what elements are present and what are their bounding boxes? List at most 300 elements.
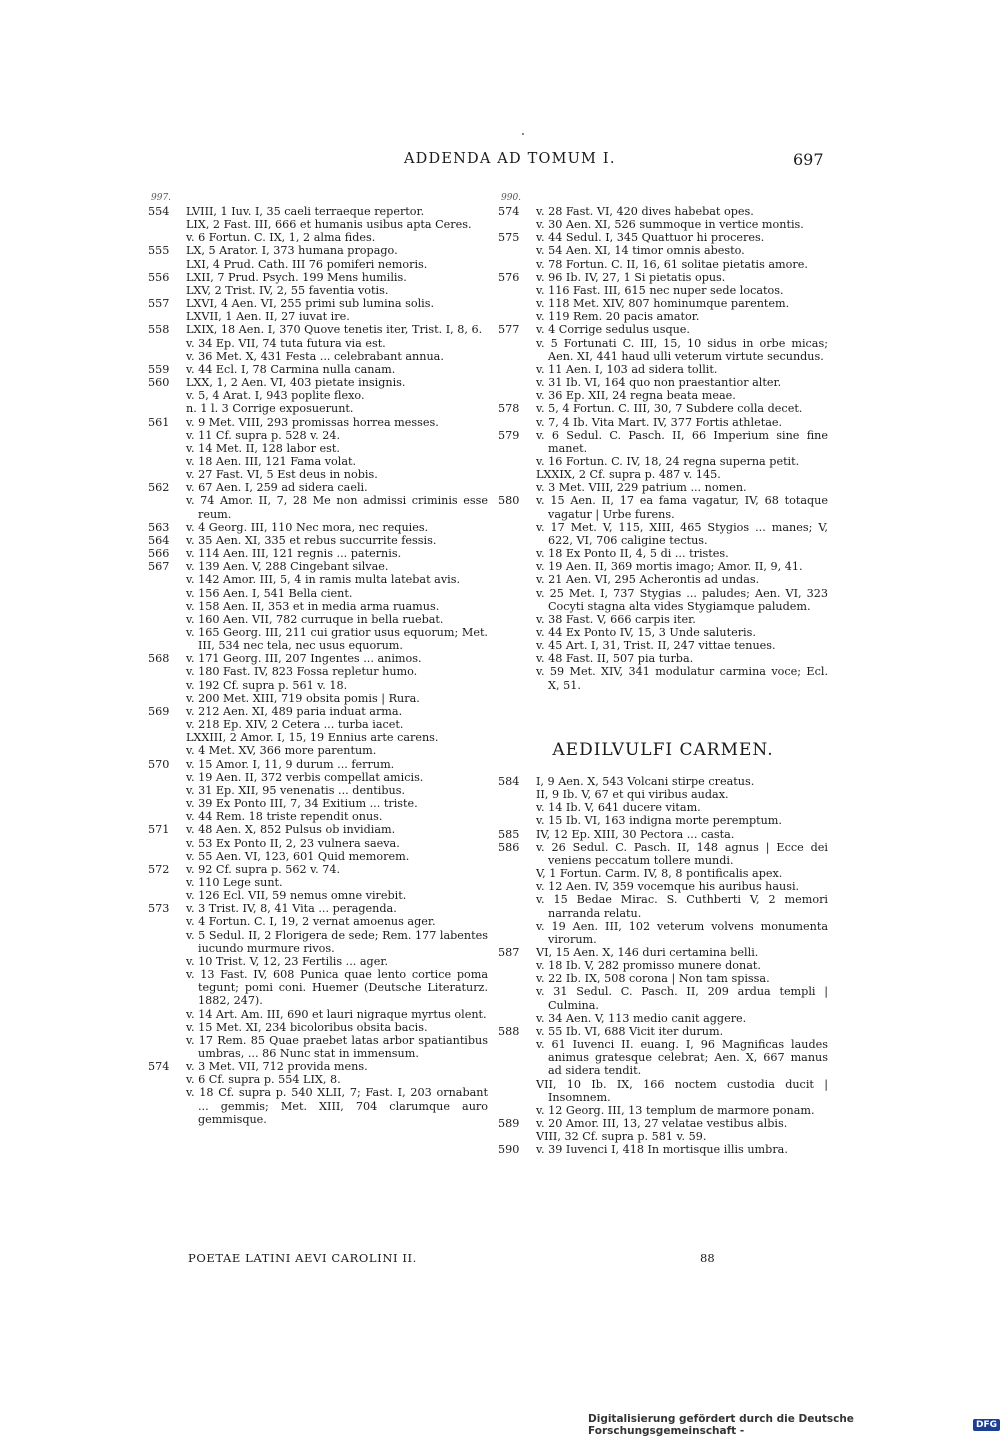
page-ref-number: 584 [498,774,520,788]
note-text: v. 12 Georg. III, 13 templum de marmore ponam. [536,1103,815,1117]
page-ref-number [148,494,186,520]
note-line [498,429,828,455]
page-ref-number [148,1086,186,1125]
note-text: v. 192 Cf. supra p. 561 v. 18. [186,678,348,692]
note-line [498,880,828,893]
page-ref-number [148,442,186,455]
page-ref-number [148,784,186,797]
note-line [148,850,488,863]
page-ref-number [498,665,536,691]
note-text: v. 44 Ex Ponto IV, 15, 3 Unde saluteris. [536,626,756,639]
note-line [148,587,488,600]
page-ref-number [148,626,186,652]
note-text: v. 67 Aen. I, 259 ad sidera caeli. [186,481,368,495]
page-ref-number [148,337,186,350]
note-text: v. 15 Ib. VI, 163 indigna morte peremptum. [536,814,782,828]
note-text: v. 14 Met. II, 128 labor est. [186,441,340,455]
note-text: v. 53 Ex Ponto II, 2, 23 vulnera saeva. [186,836,400,850]
note-line [498,959,828,972]
note-line [148,1008,488,1021]
note-line [498,893,828,919]
column-reference-mark: 990. [501,193,522,203]
note-line [498,573,828,586]
note-line [498,788,828,801]
note-line [148,823,488,836]
page-ref-number [498,297,536,310]
note-text: v. 74 Amor. II, 7, 28 Me non admissi criminis esse reum. [186,494,488,521]
page-ref-number [498,639,536,652]
note-line [148,665,488,678]
note-line [148,416,488,429]
note-text: v. 118 Met. XIV, 807 hominumque parentem. [536,297,790,311]
note-line [148,376,488,389]
note-line [148,521,488,534]
note-text: LIX, 2 Fast. III, 666 et humanis usibus apta Ceres. [186,218,472,232]
page-ref-number [148,389,186,402]
note-text: v. 15 Amor. I, 11, 9 durum ... ferrum. [186,757,395,771]
note-text: v. 36 Ep. XII, 24 regna beata meae. [536,389,736,403]
page-ref-number [498,337,536,363]
page-ref-number [498,867,536,880]
note-text: v. 6 Cf. supra p. 554 LIX, 8. [186,1073,341,1087]
page-ref-number [148,837,186,850]
note-text: v. 11 Aen. I, 103 ad sidera tollit. [536,362,718,376]
note-text: v. 18 Cf. supra p. 540 XLII, 7; Fast. I, 203 ornabant ... gemmis; Met. XIII, 704 clarumque auro gemmisque. [186,1086,488,1126]
page-ref-number [148,350,186,363]
note-text: v. 27 Fast. VI, 5 Est deus in nobis. [186,468,378,482]
note-text: v. 96 Ib. IV, 27, 1 Si pietatis opus. [536,270,726,284]
right-entries [498,205,828,692]
note-line [498,494,828,520]
page-ref-number [498,547,536,560]
note-line [148,968,488,1007]
note-text: v. 44 Rem. 18 triste rependit onus. [186,810,383,824]
page-ref-number [148,718,186,731]
note-text: v. 156 Aen. I, 541 Bella cient. [186,586,353,600]
note-text: v. 7, 4 Ib. Vita Mart. IV, 377 Fortis athletae. [536,415,783,429]
note-line [148,744,488,757]
note-line [498,363,828,376]
page-ref-number [498,788,536,801]
note-text: v. 142 Amor. III, 5, 4 in ramis multa latebat avis. [186,573,461,587]
note-text: v. 171 Georg. III, 207 Ingentes ... animos. [186,652,422,666]
note-text: v. 17 Met. V, 115, XIII, 465 Stygios ... manes; V, 622, VI, 706 caligine tectus. [536,520,828,547]
note-line [498,1104,828,1117]
note-text: V, 1 Fortun. Carm. IV, 8, 8 pontificalis apex. [536,867,783,881]
page-footer [0,1251,1000,1269]
note-text: VIII, 32 Cf. supra p. 581 v. 59. [536,1130,707,1144]
page-ref-number [498,587,536,613]
page-ref-number [498,1130,536,1143]
note-text: v. 19 Aen. II, 369 mortis imago; Amor. II, 9, 41. [536,560,803,574]
note-line [148,626,488,652]
note-text: v. 19 Aen. II, 372 verbis compellat amicis. [186,770,424,784]
section-title: AEDILVULFI CARMEN. [552,739,774,760]
page-ref-number [148,429,186,442]
note-text: v. 28 Fast. VI, 420 dives habebat opes. [536,205,754,218]
left-entries [148,205,488,1126]
page-ref-number: 576 [498,270,520,284]
page-ref-number: 560 [148,376,170,390]
note-text: LXIX, 18 Aen. I, 370 Quove tenetis iter, Trist. I, 8, 6. [186,323,483,337]
page-ref-number: 558 [148,323,170,337]
note-text: v. 30 Aen. XI, 526 summoque in vertice montis. [536,218,804,232]
note-text: v. 165 Georg. III, 211 cui gratior usus equorum; Met. III, 534 nec tela, nec usus equorum. [186,626,488,653]
note-text: v. 5, 4 Fortun. C. III, 30, 7 Subdere colla decet. [536,402,803,416]
note-line [148,297,488,310]
page-ref-number [498,455,536,468]
page-ref-number [498,244,536,257]
note-line [498,639,828,652]
note-line [148,652,488,665]
page-ref-number [148,744,186,757]
note-text: v. 6 Sedul. C. Pasch. II, 66 Imperium sine fine manet. [536,428,828,455]
note-line [498,665,828,691]
note-text: v. 48 Fast. II, 507 pia turba. [536,652,694,666]
note-line [148,442,488,455]
note-line [148,402,488,415]
page-ref-number: 556 [148,270,170,284]
page-ref-number: 559 [148,362,170,376]
page-ref-number [148,218,186,231]
note-line [498,775,828,788]
note-line [148,837,488,850]
page-ref-number [148,231,186,244]
note-line [498,841,828,867]
note-line [498,218,828,231]
note-text: v. 5, 4 Arat. I, 943 poplite flexo. [186,389,365,403]
page-ref-number [498,1038,536,1077]
note-line [148,231,488,244]
page-ref-number [498,801,536,814]
note-text: v. 158 Aen. II, 353 et in media arma ruamus. [186,599,440,613]
note-text: LXVI, 4 Aen. VI, 255 primi sub lumina solis. [186,297,435,311]
note-text: v. 116 Fast. III, 615 nec nuper sede locatos. [536,283,784,297]
page-ref-number: 563 [148,520,170,534]
note-line [148,271,488,284]
note-line [498,468,828,481]
page-ref-number [148,797,186,810]
page-ref-number [498,880,536,893]
note-text: v. 4 Met. XV, 366 more parentum. [186,744,377,758]
page-ref-number [148,468,186,481]
note-text: v. 5 Fortunati C. III, 15, 10 sidus in orbe micas; Aen. XI, 441 haud ulli veterum virtute secundus. [536,336,828,363]
note-line [148,258,488,271]
note-line [148,573,488,586]
page-ref-number [148,679,186,692]
left-column [148,192,488,1126]
note-line [498,1012,828,1025]
note-line [148,389,488,402]
note-line [498,521,828,547]
page-ref-number: 587 [498,945,520,959]
note-text: v. 4 Fortun. C. I, 19, 2 vernat amoenus ager. [186,915,436,929]
note-line [498,1025,828,1038]
note-line [148,323,488,336]
note-text: LX, 5 Arator. I, 373 humana propago. [186,244,398,258]
note-text: LXV, 2 Trist. IV, 2, 55 faventia votis. [186,283,389,297]
page-ref-number [148,587,186,600]
note-line [498,1143,828,1156]
right-column [498,192,828,1156]
note-line [498,337,828,363]
page-ref-number [498,376,536,389]
note-line [498,389,828,402]
page-ref-number: 564 [148,533,170,547]
note-line [148,718,488,731]
page-ref-number: 577 [498,323,520,337]
note-line [498,271,828,284]
note-text: I, 9 Aen. X, 543 Volcani stirpe creatus. [536,774,755,788]
note-line [148,494,488,520]
note-line [498,481,828,494]
page-ref-number [148,968,186,1007]
page-ref-number [498,218,536,231]
note-line [148,1021,488,1034]
note-text: v. 15 Met. XI, 234 bicoloribus obsita bacis. [186,1020,428,1034]
note-text: v. 114 Aen. III, 121 regnis ... paternis. [186,547,402,561]
note-text: v. 139 Aen. V, 288 Cingebant silvae. [186,560,389,574]
dfg-notice-text: Digitalisierung gefördert durch die Deutsche Forschungsgemeinschaft - [588,1413,854,1437]
note-line [148,363,488,376]
page-ref-number: 567 [148,560,170,574]
page-ref-number [498,284,536,297]
note-line [148,1034,488,1060]
note-line [148,705,488,718]
section-entries [498,775,828,1157]
note-text: VII, 10 Ib. IX, 166 noctem custodia ducit | Insomnem. [536,1077,828,1104]
page-ref-number [498,521,536,547]
note-line [148,784,488,797]
page-ref-number [148,310,186,323]
note-text: v. 38 Fast. V, 666 carpis iter. [536,612,696,626]
page-ref-number [498,481,536,494]
note-line [498,376,828,389]
note-line [498,205,828,218]
page-ref-number [148,955,186,968]
note-line [498,297,828,310]
note-text: v. 4 Georg. III, 110 Nec mora, nec requies. [186,520,429,534]
note-text: LXII, 7 Prud. Psych. 199 Mens humilis. [186,270,407,284]
note-text: v. 110 Lege sunt. [186,875,283,889]
note-line [148,600,488,613]
note-text: v. 12 Aen. IV, 359 vocemque his auribus hausi. [536,880,800,894]
page-ref-number [498,652,536,665]
note-text: v. 31 Ep. XII, 95 venenatis ... dentibus. [186,783,406,797]
note-text: v. 4 Corrige sedulus usque. [536,323,690,337]
page-ref-number [498,1012,536,1025]
page-ref-number: 590 [498,1143,520,1157]
note-text: v. 9 Met. VIII, 293 promissas horrea messes. [186,415,439,429]
page-ref-number [148,600,186,613]
note-line [498,244,828,257]
note-text: v. 36 Met. X, 431 Festa ... celebrabant annua. [186,349,444,363]
note-text: LXXIII, 2 Amor. I, 15, 19 Ennius arte carens. [186,731,439,745]
note-line [148,863,488,876]
note-line [148,205,488,218]
page-ref-number [148,731,186,744]
page-ref-number: 571 [148,823,170,837]
note-line [498,416,828,429]
note-text: v. 3 Met. VIII, 229 patrium ... nomen. [536,481,747,495]
note-text: v. 16 Fortun. C. IV, 18, 24 regna superna petit. [536,454,800,468]
note-line [498,587,828,613]
note-text: VI, 15 Aen. X, 146 duri certamina belli. [536,945,759,959]
page-ref-number [498,416,536,429]
note-text: v. 20 Amor. III, 13, 27 velatae vestibus albis. [536,1117,788,1130]
page-ref-number: 572 [148,862,170,876]
note-line [148,810,488,823]
note-line [498,814,828,827]
page-ref-number: 557 [148,297,170,311]
note-line [498,310,828,323]
note-line [148,350,488,363]
note-line [498,1117,828,1130]
note-text: v. 13 Fast. IV, 608 Punica quae lento cortice poma tegunt; pomi coni. Huemer (Deutsche Literaturz. 1882, 247). [186,968,488,1008]
note-line [498,1038,828,1077]
note-line [148,468,488,481]
note-text: v. 3 Met. VII, 712 provida mens. [186,1060,368,1074]
note-text: v. 14 Art. Am. III, 690 et lauri nigraque myrtus olent. [186,1007,487,1021]
note-line [148,929,488,955]
note-line [498,455,828,468]
note-text: v. 18 Ib. V, 282 promisso munere donat. [536,959,761,973]
page-ref-number [148,1021,186,1034]
page-ref-number [498,310,536,323]
page-ref-number [498,613,536,626]
note-text: v. 34 Aen. V, 113 medio canit aggere. [536,1011,747,1025]
page-ref-number: 588 [498,1024,520,1038]
page-ref-number: 580 [498,494,520,508]
note-text: v. 78 Fortun. C. II, 16, 61 solitae pietatis amore. [536,257,808,271]
note-text: LXI, 4 Prud. Cath. III 76 pomiferi nemoris. [186,257,428,271]
page-number: 697 [793,150,824,169]
note-line [498,1078,828,1104]
page-ref-number [148,876,186,889]
note-text: v. 180 Fast. IV, 823 Fossa repletur humo. [186,665,418,679]
note-line [148,613,488,626]
page-ref-number: 568 [148,652,170,666]
note-text: v. 44 Sedul. I, 345 Quattuor hi proceres. [536,231,765,245]
note-text: II, 9 Ib. V, 67 et qui viribus audax. [536,788,729,802]
note-line [148,337,488,350]
note-text: LXXIX, 2 Cf. supra p. 487 v. 145. [536,468,721,482]
note-text: v. 39 Ex Ponto III, 7, 34 Exitium ... triste. [186,797,418,811]
column-reference-mark: 997. [151,193,172,203]
note-line [498,972,828,985]
note-line [148,310,488,323]
page-ref-number [498,626,536,639]
note-text: IV, 12 Ep. XIII, 30 Pectora ... casta. [536,827,735,841]
note-line [148,955,488,968]
page-ref-number [498,1104,536,1117]
note-text: v. 31 Ib. VI, 164 quo non praestantior alter. [536,376,782,390]
note-text: v. 39 Iuvenci I, 418 In mortisque illis umbra. [536,1143,788,1157]
page-ref-number [148,1008,186,1021]
note-line [498,985,828,1011]
page-ref-number: 578 [498,402,520,416]
page-ref-number: 573 [148,902,170,916]
note-line [498,284,828,297]
note-text: v. 19 Aen. III, 102 veterum volvens monumenta virorum. [536,919,828,946]
page-ref-number [498,959,536,972]
page-ref-number [148,929,186,955]
note-text: v. 126 Ecl. VII, 59 nemus omne virebit. [186,889,407,903]
note-text: v. 6 Fortun. C. IX, 1, 2 alma fides. [186,231,376,245]
page-ref-number: 575 [498,231,520,245]
page-ref-number: 555 [148,244,170,258]
note-text: v. 55 Aen. VI, 123, 601 Quid memorem. [186,849,410,863]
note-text: v. 55 Ib. VI, 688 Vicit iter durum. [536,1024,724,1038]
note-text: v. 218 Ep. XIV, 2 Cetera ... turba iacet. [186,718,404,732]
page-ref-number [148,771,186,784]
page-ref-number [148,402,186,415]
note-line [498,547,828,560]
page-ref-number [498,972,536,985]
note-line [148,534,488,547]
note-line [498,946,828,959]
page-ref-number [148,573,186,586]
note-text: v. 31 Sedul. C. Pasch. II, 209 ardua templi | Culmina. [536,985,828,1012]
note-line [148,679,488,692]
note-text: v. 18 Aen. III, 121 Fama volat. [186,454,357,468]
note-line [498,652,828,665]
page-ref-number [148,665,186,678]
note-text: v. 45 Art. I, 31, Trist. II, 247 vittae tenues. [536,639,776,653]
note-text: v. 5 Sedul. II, 2 Florigera de sede; Rem. 177 labentes iucundo murmure rivos. [186,928,488,955]
note-line [498,920,828,946]
note-text: v. 25 Met. I, 737 Stygias ... paludes; Aen. VI, 323 Cocyti stagna alta vides Stygiamque paludem. [536,586,828,613]
page-ref-number [498,893,536,919]
note-line [148,481,488,494]
note-line [498,1130,828,1143]
page-ref-number [498,363,536,376]
page-ref-number [498,258,536,271]
note-line [498,613,828,626]
note-text: v. 10 Trist. V, 12, 23 Fertilis ... ager. [186,954,389,968]
note-line [148,902,488,915]
note-line [148,889,488,902]
note-text: v. 212 Aen. XI, 489 paria induat arma. [186,704,403,718]
page-ref-number [498,560,536,573]
page-ref-number: 574 [498,205,520,218]
page-ref-number: 579 [498,428,520,442]
header-title: ADDENDA AD TOMUM I. [404,151,616,167]
page-ref-number [148,455,186,468]
page-ref-number [148,258,186,271]
page-ref-number [498,814,536,827]
page-ref-number: 561 [148,415,170,429]
note-line [498,801,828,814]
note-text: v. 14 Ib. V, 641 ducere vitam. [536,801,701,815]
note-line [148,758,488,771]
note-text: v. 54 Aen. XI, 14 timor omnis abesto. [536,244,745,258]
note-line [498,828,828,841]
page-ref-number [148,692,186,705]
note-line [148,284,488,297]
note-line [148,771,488,784]
page-ref-number [498,573,536,586]
page-ref-number [148,915,186,928]
note-text: v. 35 Aen. XI, 335 et rebus succurrite fessis. [186,533,437,547]
note-text: v. 15 Bedae Mirac. S. Cuthberti V, 2 memori narranda relatu. [536,893,828,920]
note-line [148,429,488,442]
footer-series-title: POETAE LATINI AEVI CAROLINI II. [188,1251,417,1265]
note-text: n. 1 l. 3 Corrige exposuerunt. [186,402,354,416]
dfg-notice [588,1413,1000,1437]
page-ref-number [148,810,186,823]
note-text: v. 11 Cf. supra p. 528 v. 24. [186,428,341,442]
